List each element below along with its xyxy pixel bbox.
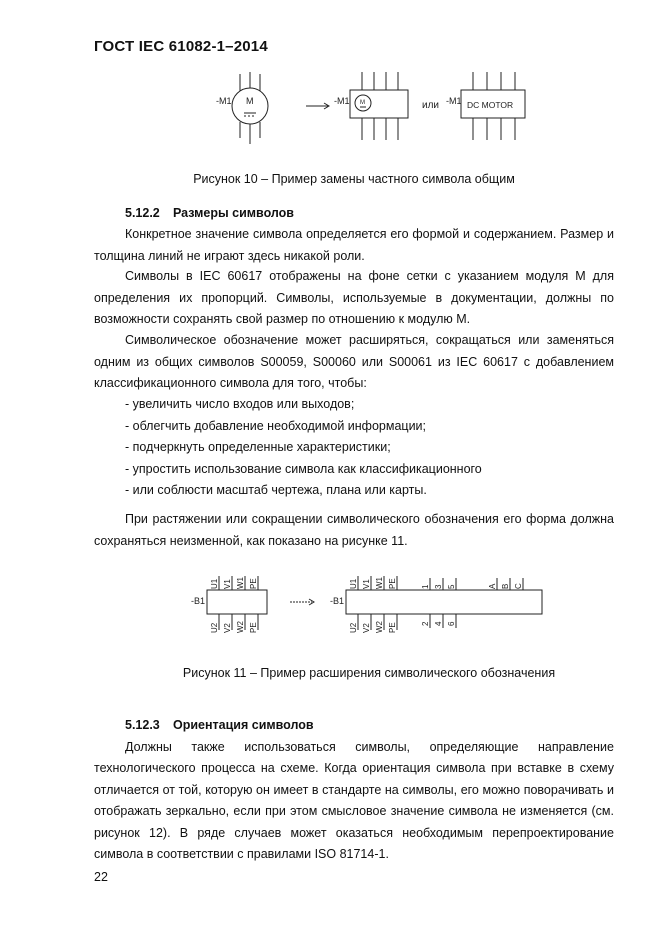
b1-label-right: -B1 xyxy=(330,596,345,606)
m1-label-1: -M1 xyxy=(216,96,232,106)
pin-label: W1 xyxy=(375,577,384,589)
word: использоваться xyxy=(244,740,336,754)
list-item: - увеличить число входов или выходов; xyxy=(125,397,355,411)
section-number: 5.12.3 xyxy=(125,718,160,732)
list-item: - подчеркнуть определенные характеристики; xyxy=(125,440,391,454)
paragraph: Символы в IEC 60617 отображены на фоне сетки с указанием модуля М для определения их пропорций. Символы, используемые в документации, должны по возможности сохранять свой размер по отношению к модулю М. xyxy=(94,269,614,326)
pin-label: 4 xyxy=(434,621,443,626)
figure-11-caption: Рисунок 11 – Пример расширения символического обозначения xyxy=(182,666,556,680)
pin-label: 3 xyxy=(434,584,443,589)
motor-letter: M xyxy=(246,96,254,106)
pin-label: 2 xyxy=(421,621,430,626)
section-heading-5-12-2 xyxy=(125,206,294,220)
document-header: ГОСТ IEC 61082-1–2014 xyxy=(94,38,268,55)
pin-label: PE xyxy=(388,578,397,589)
pin-label: W2 xyxy=(236,621,245,633)
section-title: Ориентация символов xyxy=(173,718,314,732)
b1-label-left: -B1 xyxy=(191,596,206,606)
list-item: - упростить использование символа как классификационного xyxy=(125,461,482,476)
section-number: 5.12.2 xyxy=(125,206,160,220)
pin-label: V1 xyxy=(362,579,371,589)
pin-label: V2 xyxy=(362,623,371,633)
pin-label: 1 xyxy=(421,584,430,589)
pin-label: U2 xyxy=(210,622,219,633)
pin-label: 6 xyxy=(447,621,456,626)
section-title: Размеры символов xyxy=(173,206,294,220)
pin-label: V1 xyxy=(223,579,232,589)
paragraph: технологического процесса на схеме. Когда ориентация символа при вставке в схему отличается от той, которую он имеет в стандарте на символы, его можно поворачивать и отображать зеркально, если при этом смысловое значение символа не изменяется (см. рисунок 12). В ряде случаев может оказаться необходимым перепроектирование символа в соответствии с правилами ISO 81714-1. xyxy=(94,761,614,861)
word: символы, xyxy=(355,740,411,754)
pin-label: W2 xyxy=(375,621,384,633)
pin-label: W1 xyxy=(236,577,245,589)
paragraph: Конкретное значение символа определяется его формой и содержанием. Размер и толщина линий не играют здесь никакой роли. xyxy=(94,227,614,263)
pin-label: 5 xyxy=(447,584,456,589)
m-letter-small: M xyxy=(360,100,365,106)
pin-label: U1 xyxy=(349,578,358,589)
or-text: или xyxy=(422,100,440,111)
section-heading-5-12-3 xyxy=(125,718,314,732)
pin-label: C xyxy=(514,583,523,589)
pin-label: A xyxy=(488,583,497,589)
m1-label-3: -M1 xyxy=(446,96,462,106)
list-item: - облегчить добавление необходимой информации; xyxy=(125,418,427,433)
pin-label: PE xyxy=(388,622,397,633)
list-item: - или соблюсти масштаб чертежа, плана или карты. xyxy=(125,483,427,497)
figure-11-diagram xyxy=(0,568,661,648)
word: определяющие xyxy=(429,740,519,754)
paragraph: При растяжении или сокращении символического обозначения его форма должна сохраняться неизменной, как показано на рисунке 11. xyxy=(94,512,614,548)
page-number: 22 xyxy=(94,870,108,884)
pin-label: V2 xyxy=(223,623,232,633)
pin-label: U1 xyxy=(210,578,219,589)
pin-label: B xyxy=(501,583,510,589)
dc-motor-text: DC MOTOR xyxy=(467,100,514,110)
paragraph: Символическое обозначение может расширяться, сокращаться или заменяться одним из общих символов S00059, S00060 или S00061 из IEC 60617 с добавлением классификационного символа для того, чтобы: xyxy=(94,333,614,390)
word: также xyxy=(191,740,225,754)
justified-first-line xyxy=(125,737,614,759)
word: Должны xyxy=(125,740,172,754)
figure-10-caption: Рисунок 10 – Пример замены частного символа общим xyxy=(193,172,515,186)
bullet-list xyxy=(125,394,482,502)
m1-label-2: -M1 xyxy=(334,96,350,106)
pin-label: PE xyxy=(249,578,258,589)
word: направление xyxy=(537,740,614,754)
pin-label: U2 xyxy=(349,622,358,633)
pin-label: PE xyxy=(249,622,258,633)
